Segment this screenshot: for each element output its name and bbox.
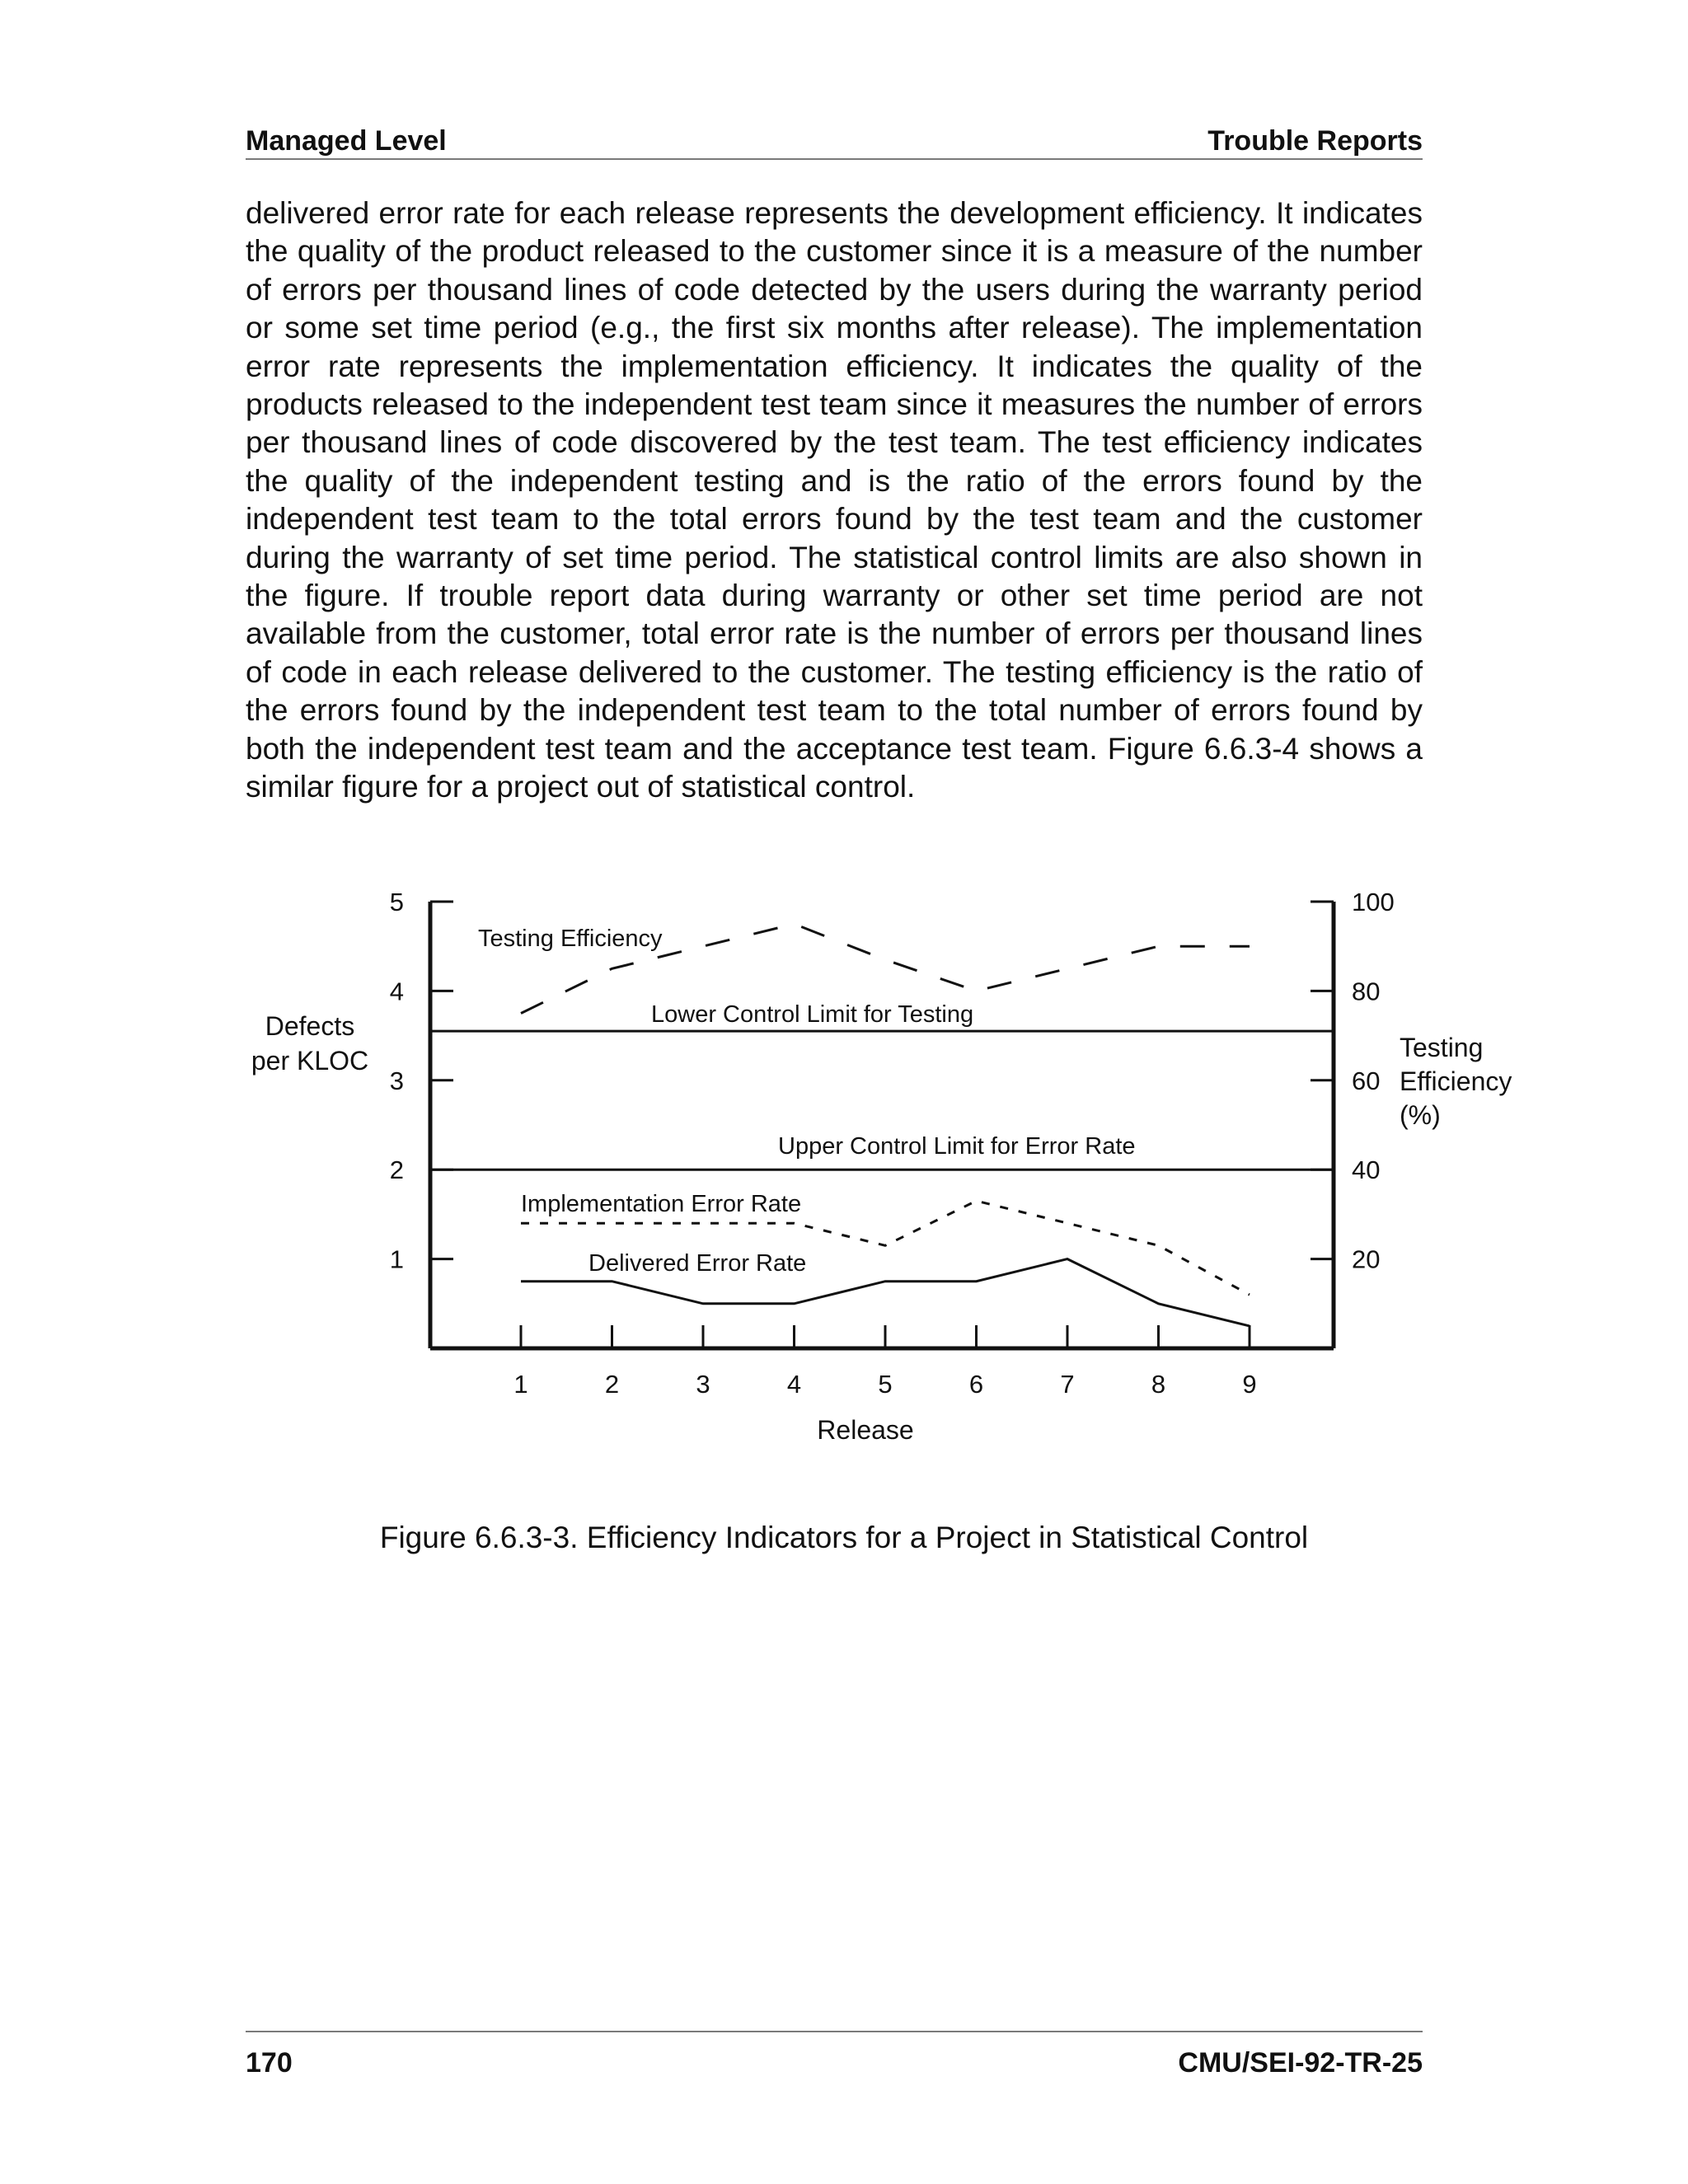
x-tick-label: 5 <box>878 1370 893 1399</box>
running-footer <box>246 2031 1423 2082</box>
right-tick-label: 100 <box>1352 888 1395 916</box>
series-label: Delivered Error Rate <box>588 1250 807 1277</box>
left-axis-title: per KLOC <box>251 1046 369 1076</box>
series-label: Implementation Error Rate <box>521 1191 802 1217</box>
left-axis-title: Defects <box>265 1011 355 1041</box>
left-tick-label: 2 <box>389 1155 404 1185</box>
right-tick-label: 20 <box>1352 1244 1381 1274</box>
x-tick-label: 7 <box>1060 1370 1075 1399</box>
right-tick-label: 40 <box>1352 1155 1381 1185</box>
right-axis-title: Testing <box>1400 1033 1484 1062</box>
x-axis-title: Release <box>817 1415 914 1445</box>
x-tick-label: 4 <box>786 1370 802 1399</box>
header-section-title: Managed Level <box>246 125 447 157</box>
x-tick-label: 9 <box>1242 1370 1257 1399</box>
page-number: 170 <box>246 2047 293 2079</box>
right-axis-title: (%) <box>1400 1100 1441 1130</box>
x-tick-label: 6 <box>968 1370 984 1399</box>
control-limit-label: Upper Control Limit for Error Rate <box>778 1133 1136 1160</box>
left-tick-label: 5 <box>389 888 404 916</box>
right-tick-label: 80 <box>1352 977 1381 1006</box>
left-tick-label: 3 <box>389 1066 404 1095</box>
report-id: CMU/SEI-92-TR-25 <box>1178 2047 1423 2079</box>
x-tick-label: 1 <box>513 1370 528 1399</box>
x-tick-label: 2 <box>604 1370 620 1399</box>
header-chapter-title: Trouble Reports <box>1207 125 1423 157</box>
body-paragraph: delivered error rate for each release represents the development efficiency. It indicates the quality of the product released to the customer since it is a measure of the number of errors per thousand lines of code detected by the users during the warranty period or some set time period (e.g., the first six months after release). The implementation error rate represents the implementation efficiency. It indicates the quality of the products released to the independent test team since it measures the number of errors per thousand lines of code discovered by the test team. The test efficiency indicates the quality of the independent testing and is the ratio of the errors found by the independent test team to the total errors found by the test team and the customer during the warranty of set time period. The statistical control limits are also shown in the figure. If trouble report data during warranty or other set time period are not available from the customer, total error rate is the number of errors per thousand lines of code in each release delivered to the customer. The testing efficiency is the ratio of the errors found by the independent test team to the total number of errors found by both the independent test team and the acceptance test team. Figure 6.6.3-4 shows a similar figure for a project out of statistical control. <box>246 196 1423 804</box>
right-tick-label: 60 <box>1352 1066 1381 1095</box>
left-tick-label: 4 <box>389 977 404 1006</box>
right-axis-title: Efficiency <box>1400 1066 1512 1096</box>
x-tick-label: 8 <box>1151 1370 1166 1399</box>
series-label: Testing Efficiency <box>478 926 663 952</box>
control-limit-label: Lower Control Limit for Testing <box>651 1001 974 1029</box>
x-tick-label: 3 <box>696 1370 710 1399</box>
left-tick-label: 1 <box>389 1244 404 1274</box>
figure-caption: Figure 6.6.3-3. Efficiency Indicators for a Project in Statistical Control <box>379 1521 1309 1554</box>
